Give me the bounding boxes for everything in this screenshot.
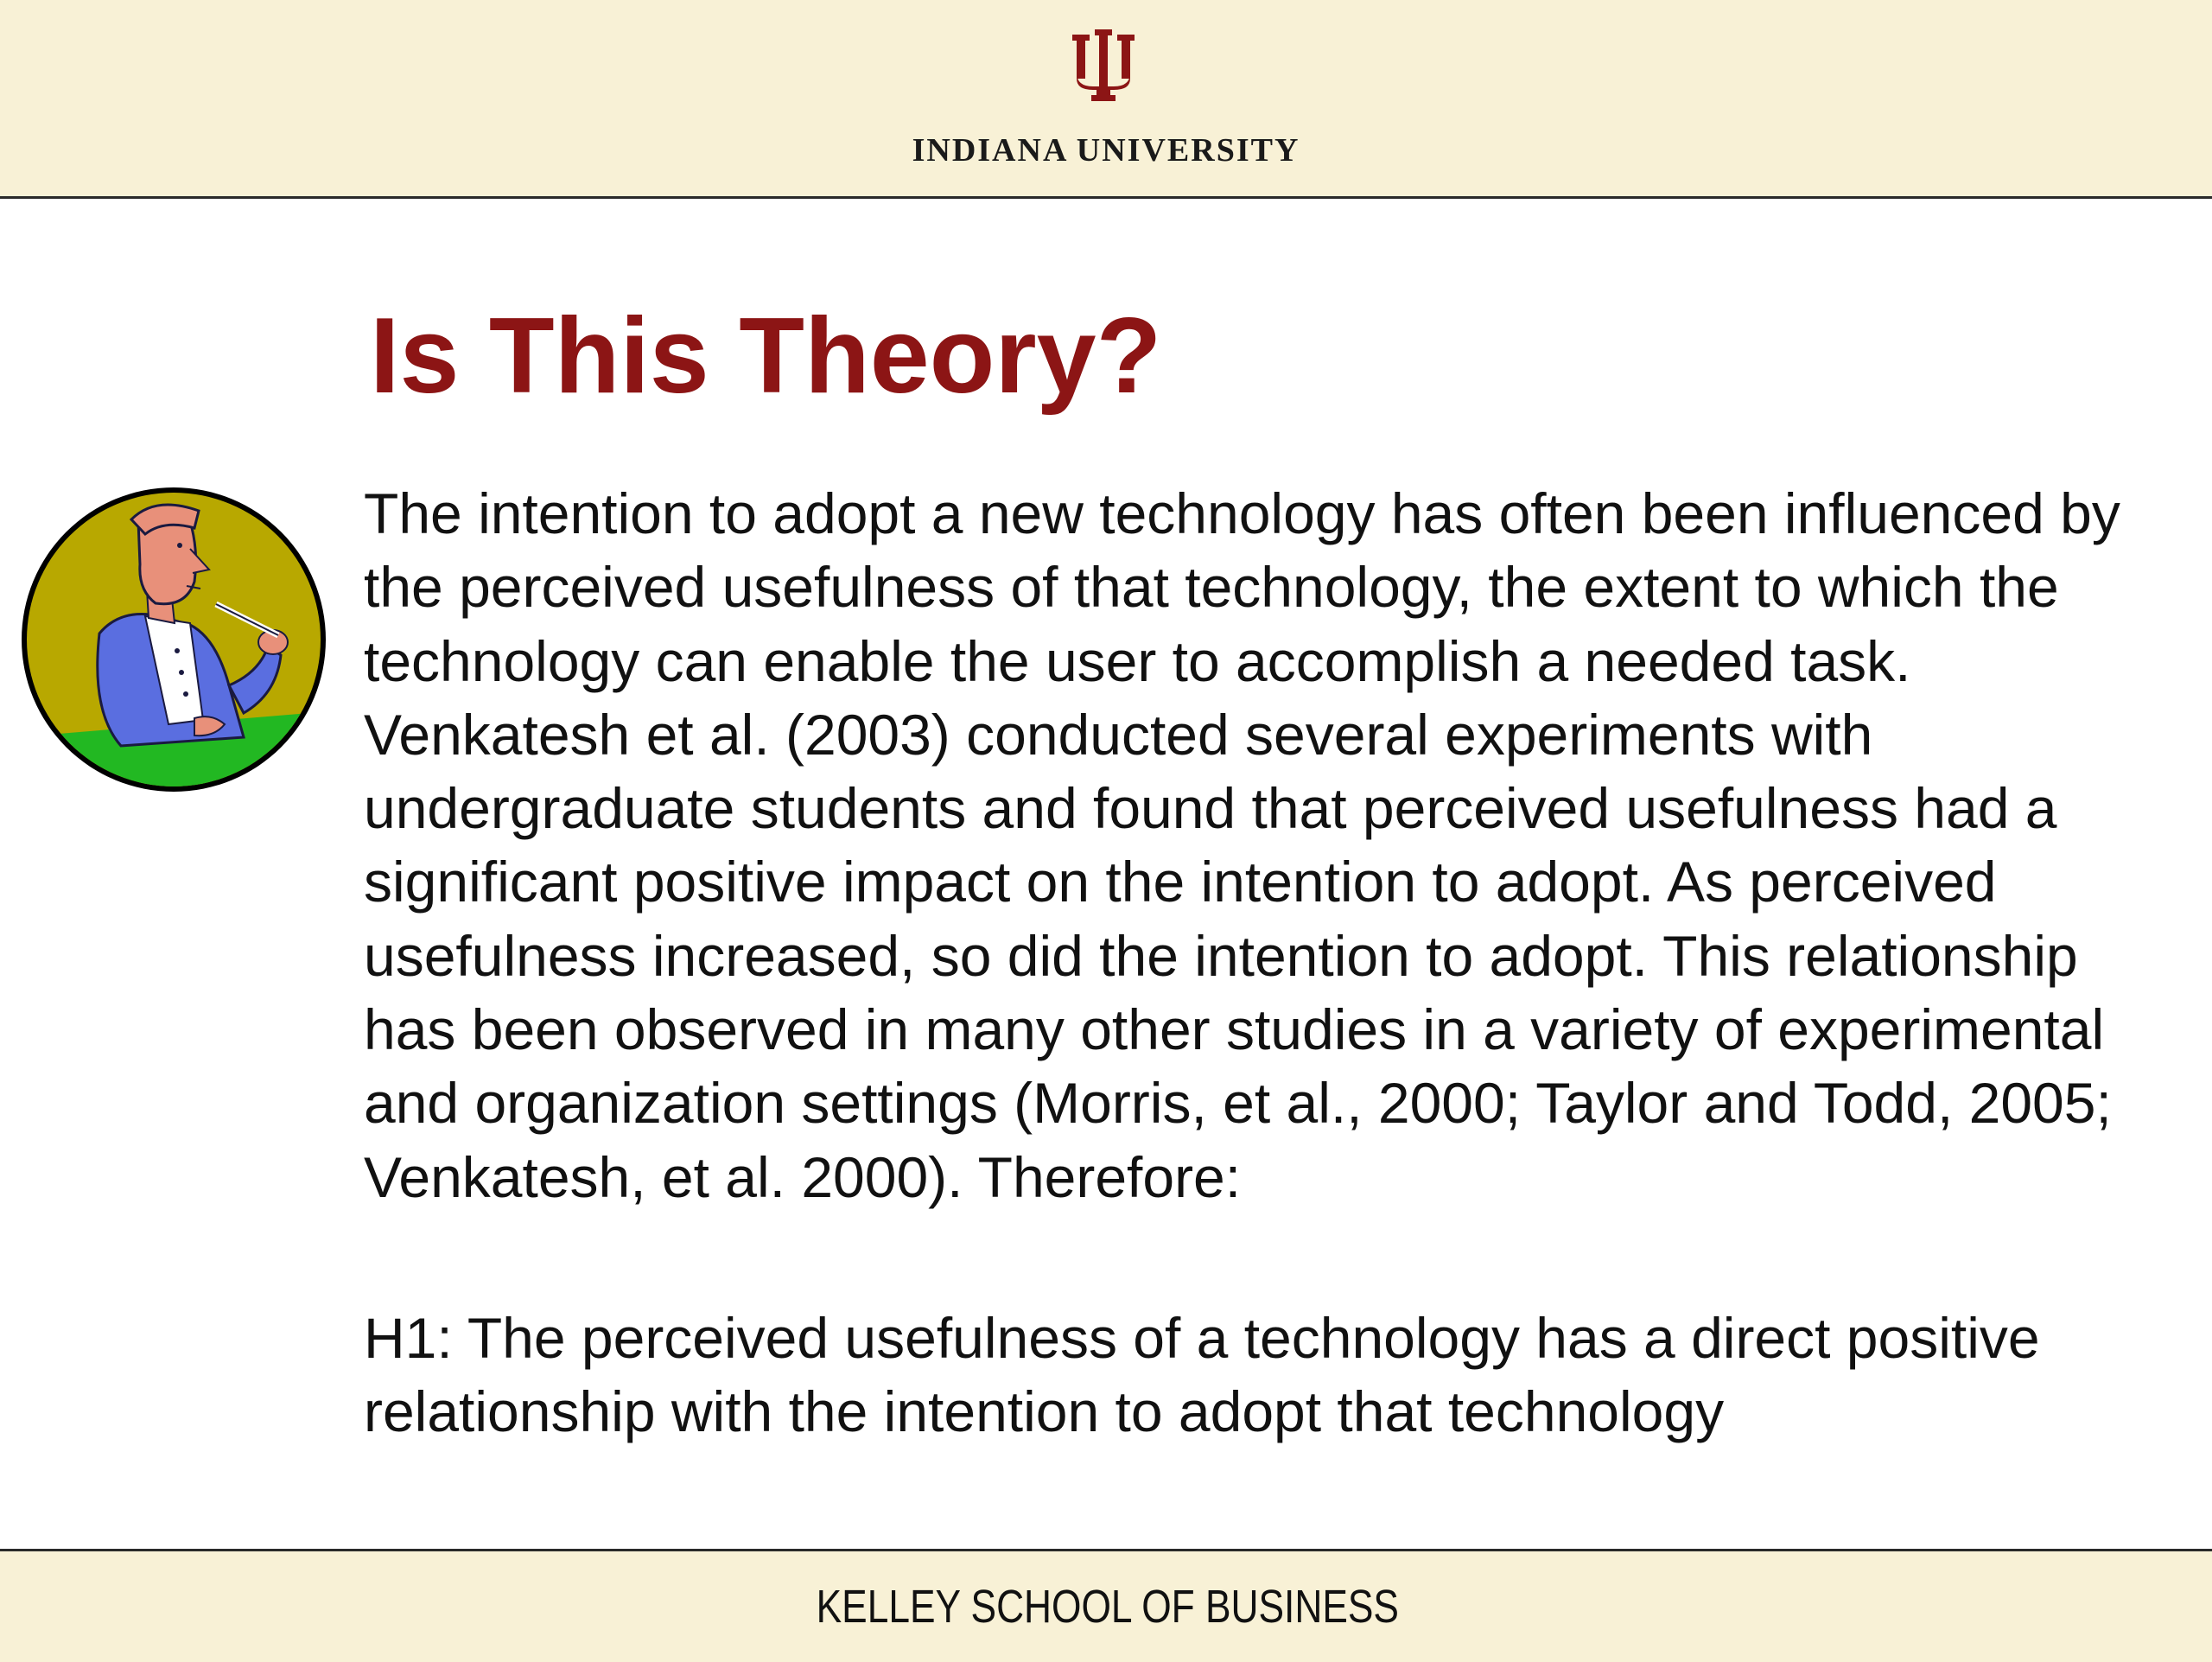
school-name: KELLEY SCHOOL OF BUSINESS bbox=[816, 1581, 1399, 1633]
footer-band bbox=[0, 1549, 2212, 1662]
body-paragraph: The intention to adopt a new technology has often been influenced by the perceived usefulness of that technology, the extent to which the technology can enable the user to accomplish a needed task. Venkatesh et al. (2003) conducted several experiments with undergraduate students and found that perceived usefulness had a significant positive impact on the intention to adopt. As perceived usefulness increased, so did the intention to adopt. This relationship has been observed in many other studies in a variety of experimental and organization settings (Morris, et al., 2000; Taylor and Todd, 2005; Venkatesh, et al. 2000). Therefore: bbox=[364, 481, 2120, 1209]
thinking-man-with-pen-icon bbox=[17, 487, 330, 793]
institution-name: INDIANA UNIVERSITY bbox=[912, 132, 1300, 169]
hypothesis-statement: H1: The perceived usefulness of a technology has a direct positive relationship with the intention to adopt that technology bbox=[364, 1306, 2040, 1444]
slide-title: Is This Theory? bbox=[370, 296, 1162, 416]
header-band bbox=[0, 0, 2212, 199]
iu-trident-icon bbox=[1072, 29, 1135, 107]
